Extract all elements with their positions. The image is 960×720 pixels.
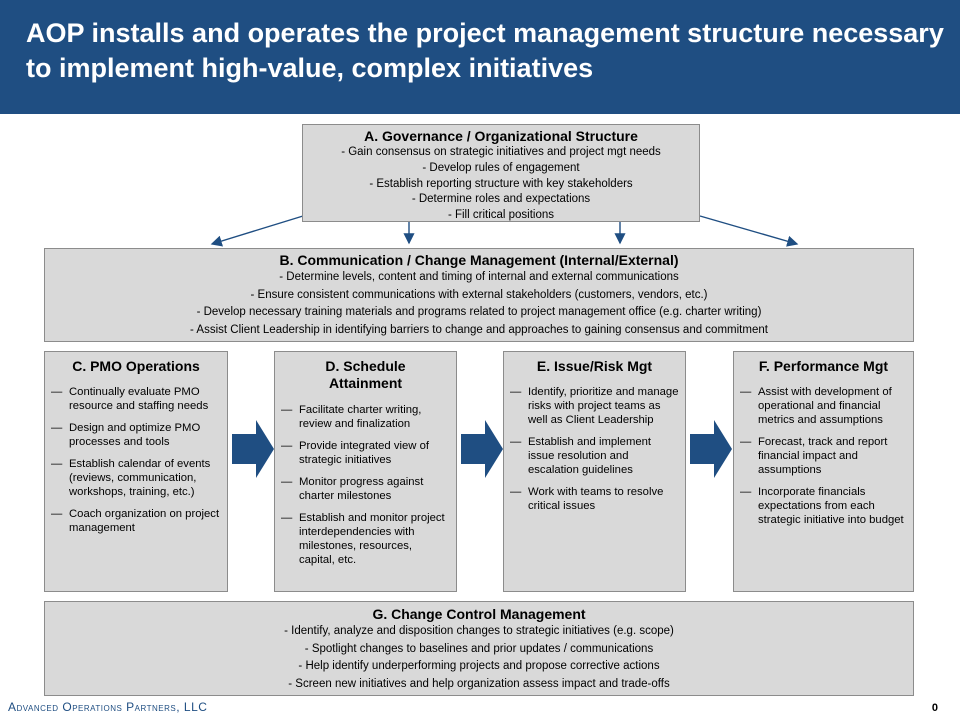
change-control-item: - Spotlight changes to baselines and prior updates / communications: [304, 642, 654, 655]
flow-arrow-icon: [232, 420, 274, 478]
communication-item: - Ensure consistent communications with external stakeholders (customers, vendors, etc.): [250, 288, 708, 301]
pmo-item: — Design and optimize PMO processes and tools: [51, 421, 221, 449]
company-name: Advanced Operations Partners, LLC: [8, 700, 208, 714]
issue-item: — Identify, prioritize and manage risks with project teams as well as Client Leadership: [510, 385, 679, 427]
change-control-title: G. Change Control Management: [372, 606, 586, 622]
performance-item: — Incorporate financials expectations from each strategic initiative into budget: [740, 485, 907, 527]
flow-arrow-icon: [690, 420, 732, 478]
schedule-item: — Establish and monitor project interdependencies with milestones, resources, capital, etc.: [281, 511, 450, 567]
communication-item: - Develop necessary training materials and programs related to project management office (e.g. charter writing): [196, 306, 762, 318]
pmo-operations-title: C. PMO Operations: [72, 358, 200, 374]
issue-risk-title: E. Issue/Risk Mgt: [536, 358, 653, 374]
issue-item: — Establish and implement issue resolution and escalation guidelines: [510, 435, 679, 477]
communication-box: [44, 248, 914, 342]
change-control-item: - Identify, analyze and disposition changes to strategic initiatives (e.g. scope): [284, 625, 674, 637]
performance-item: — Assist with development of operational and financial metrics and assumptions: [740, 385, 907, 427]
schedule-item: — Facilitate charter writing, review and finalization: [281, 403, 450, 431]
schedule-item: — Monitor progress against charter milestones: [281, 475, 450, 503]
performance-title: F. Performance Mgt: [758, 358, 889, 374]
performance-box: [733, 351, 914, 592]
flow-arrow-icon: [461, 420, 503, 478]
issue-risk-box: [503, 351, 686, 592]
issue-item: — Work with teams to resolve critical issues: [510, 485, 679, 513]
pmo-item: — Continually evaluate PMO resource and staffing needs: [51, 385, 221, 413]
change-control-item: - Screen new initiatives and help organization assess impact and trade-offs: [288, 677, 670, 690]
connector-arrow-right-outer: [700, 216, 797, 244]
governance-title: A. Governance / Organizational Structure: [364, 128, 638, 144]
schedule-item: — Provide integrated view of strategic initiatives: [281, 439, 450, 467]
pmo-item: — Coach organization on project management: [51, 507, 221, 535]
governance-item: - Gain consensus on strategic initiatives and project mgt needs: [341, 146, 661, 158]
pmo-operations-box: [44, 351, 228, 592]
pmo-item: — Establish calendar of events (reviews, communication, workshops, training, etc.): [51, 457, 221, 499]
governance-item: - Develop rules of engagement: [422, 161, 580, 174]
schedule-attainment-title: D. Schedule Attainment: [325, 358, 406, 391]
slide-title: AOP installs and operates the project management structure necessary to implement high-value, complex initiatives: [26, 18, 944, 83]
change-control-box: [44, 601, 914, 696]
change-control-item: - Help identify underperforming projects and propose corrective actions: [298, 660, 660, 672]
schedule-attainment-box: [274, 351, 457, 592]
communication-title: B. Communication / Change Management (Internal/External): [279, 252, 679, 268]
title-banner: [0, 0, 960, 114]
governance-item: - Fill critical positions: [447, 209, 555, 222]
governance-item: - Establish reporting structure with key stakeholders: [369, 177, 633, 190]
communication-item: - Determine levels, content and timing of internal and external communications: [279, 271, 679, 283]
communication-item: - Assist Client Leadership in identifying barriers to change and approaches to gaining consensus and commitment: [190, 323, 768, 336]
page-number: 0: [931, 702, 938, 714]
governance-item: - Determine roles and expectations: [411, 193, 591, 206]
performance-item: — Forecast, track and report financial impact and assumptions: [740, 435, 907, 477]
connector-arrow-left-outer: [212, 216, 303, 244]
governance-box: [302, 124, 700, 222]
